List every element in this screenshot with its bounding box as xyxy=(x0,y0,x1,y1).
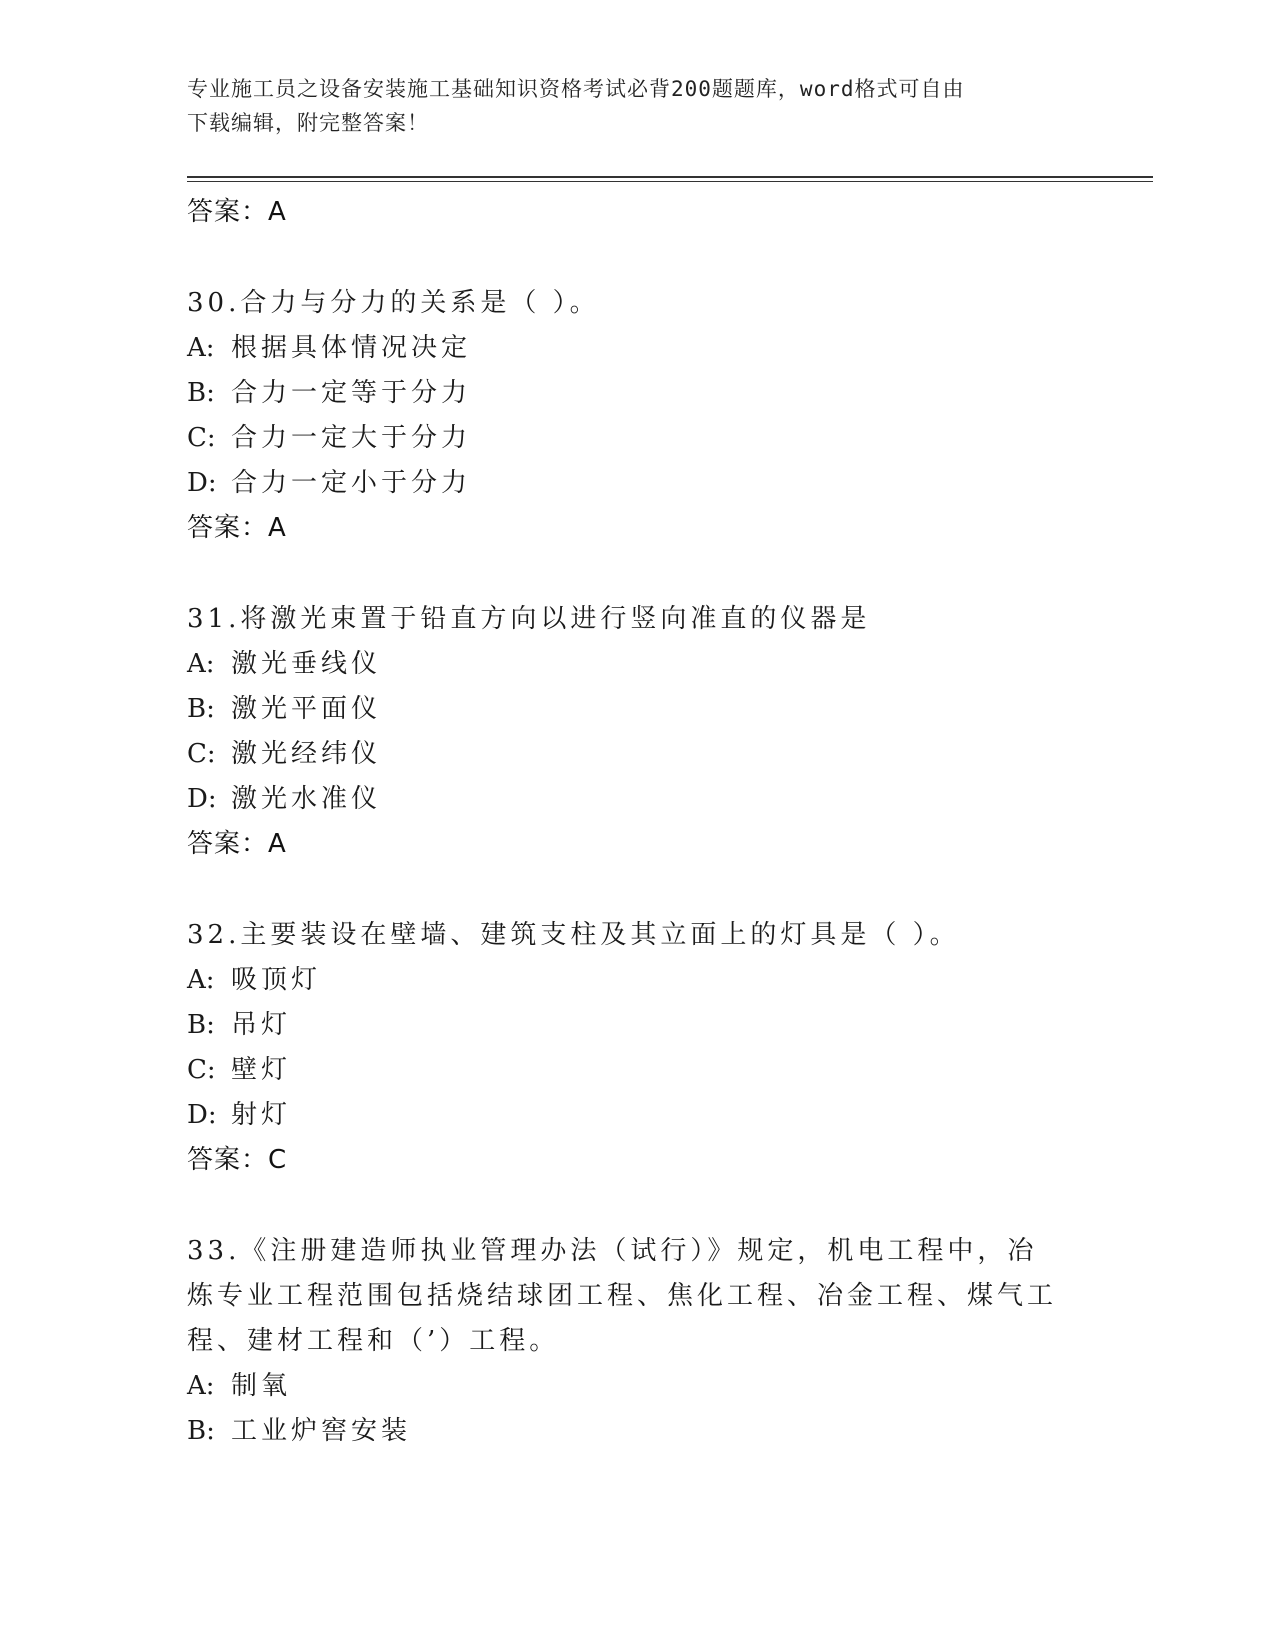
option-text: 合力一定大于分力 xyxy=(231,423,472,453)
option-letter: B: xyxy=(187,1010,215,1040)
option-letter: A: xyxy=(187,965,215,995)
option-text: 壁灯 xyxy=(231,1055,292,1085)
header-rule-thick xyxy=(187,176,1153,178)
option-text: 合力一定小于分力 xyxy=(231,468,472,498)
option-text: 合力一定等于分力 xyxy=(231,378,472,408)
question-block xyxy=(187,281,1087,551)
option-letter: A: xyxy=(187,1371,215,1401)
question-block xyxy=(187,1229,1087,1454)
option-letter: C: xyxy=(187,739,216,769)
option-d xyxy=(187,777,1087,822)
option-c xyxy=(187,1048,1087,1093)
option-a xyxy=(187,1364,1087,1409)
option-text: 吊灯 xyxy=(231,1010,292,1040)
question-text: 30.合力与分力的关系是（ ）。 xyxy=(187,288,600,318)
option-text: 根据具体情况决定 xyxy=(231,333,472,363)
option-text: 激光垂线仪 xyxy=(231,649,382,679)
option-text: 工业炉窖安装 xyxy=(231,1416,412,1446)
option-text: 激光平面仪 xyxy=(231,694,382,724)
option-text: 吸顶灯 xyxy=(231,965,322,995)
option-letter: D: xyxy=(187,468,217,498)
option-letter: D: xyxy=(187,784,217,814)
option-text: 射灯 xyxy=(231,1100,292,1130)
option-b xyxy=(187,1003,1087,1048)
header-rule-thin xyxy=(187,181,1153,182)
option-d xyxy=(187,1093,1087,1138)
answer-line: 答案：A xyxy=(187,197,287,227)
option-letter: B: xyxy=(187,378,215,408)
question-text: 32.主要装设在壁墙、建筑支柱及其立面上的灯具是（ ）。 xyxy=(187,920,960,950)
answer-line: 答案：A xyxy=(187,829,287,859)
option-b xyxy=(187,371,1087,416)
option-d xyxy=(187,461,1087,506)
option-text: 制氧 xyxy=(231,1371,292,1401)
option-letter: A: xyxy=(187,649,215,679)
option-b xyxy=(187,687,1087,732)
option-letter: A: xyxy=(187,333,215,363)
option-a xyxy=(187,958,1087,1003)
question-block xyxy=(187,597,1087,867)
option-c xyxy=(187,416,1087,461)
question-text: 31.将激光束置于铅直方向以进行竖向准直的仪器是 xyxy=(187,604,871,634)
document-header xyxy=(187,72,1067,140)
option-text: 激光水准仪 xyxy=(231,784,382,814)
document-body xyxy=(187,190,1087,1454)
option-letter: C: xyxy=(187,1055,216,1085)
option-letter: B: xyxy=(187,694,215,724)
option-a xyxy=(187,326,1087,371)
header-line-2: 下载编辑，附完整答案！ xyxy=(187,111,429,135)
option-a xyxy=(187,642,1087,687)
question-block xyxy=(187,913,1087,1183)
option-c xyxy=(187,732,1087,777)
option-b xyxy=(187,1409,1087,1454)
question-text: 33.《注册建造师执业管理办法（试行）》规定，机电工程中，冶炼专业工程范围包括烧结球团工程、焦化工程、冶金工程、煤气工程、建材工程和（’）工程。 xyxy=(187,1236,1058,1356)
answer-line: 答案：C xyxy=(187,1145,288,1175)
option-letter: C: xyxy=(187,423,216,453)
option-letter: D: xyxy=(187,1100,217,1130)
option-letter: B: xyxy=(187,1416,215,1446)
option-text: 激光经纬仪 xyxy=(231,739,382,769)
header-line-1: 专业施工员之设备安装施工基础知识资格考试必背200题题库，word格式可自由 xyxy=(187,77,965,101)
answer-line: 答案：A xyxy=(187,513,287,543)
